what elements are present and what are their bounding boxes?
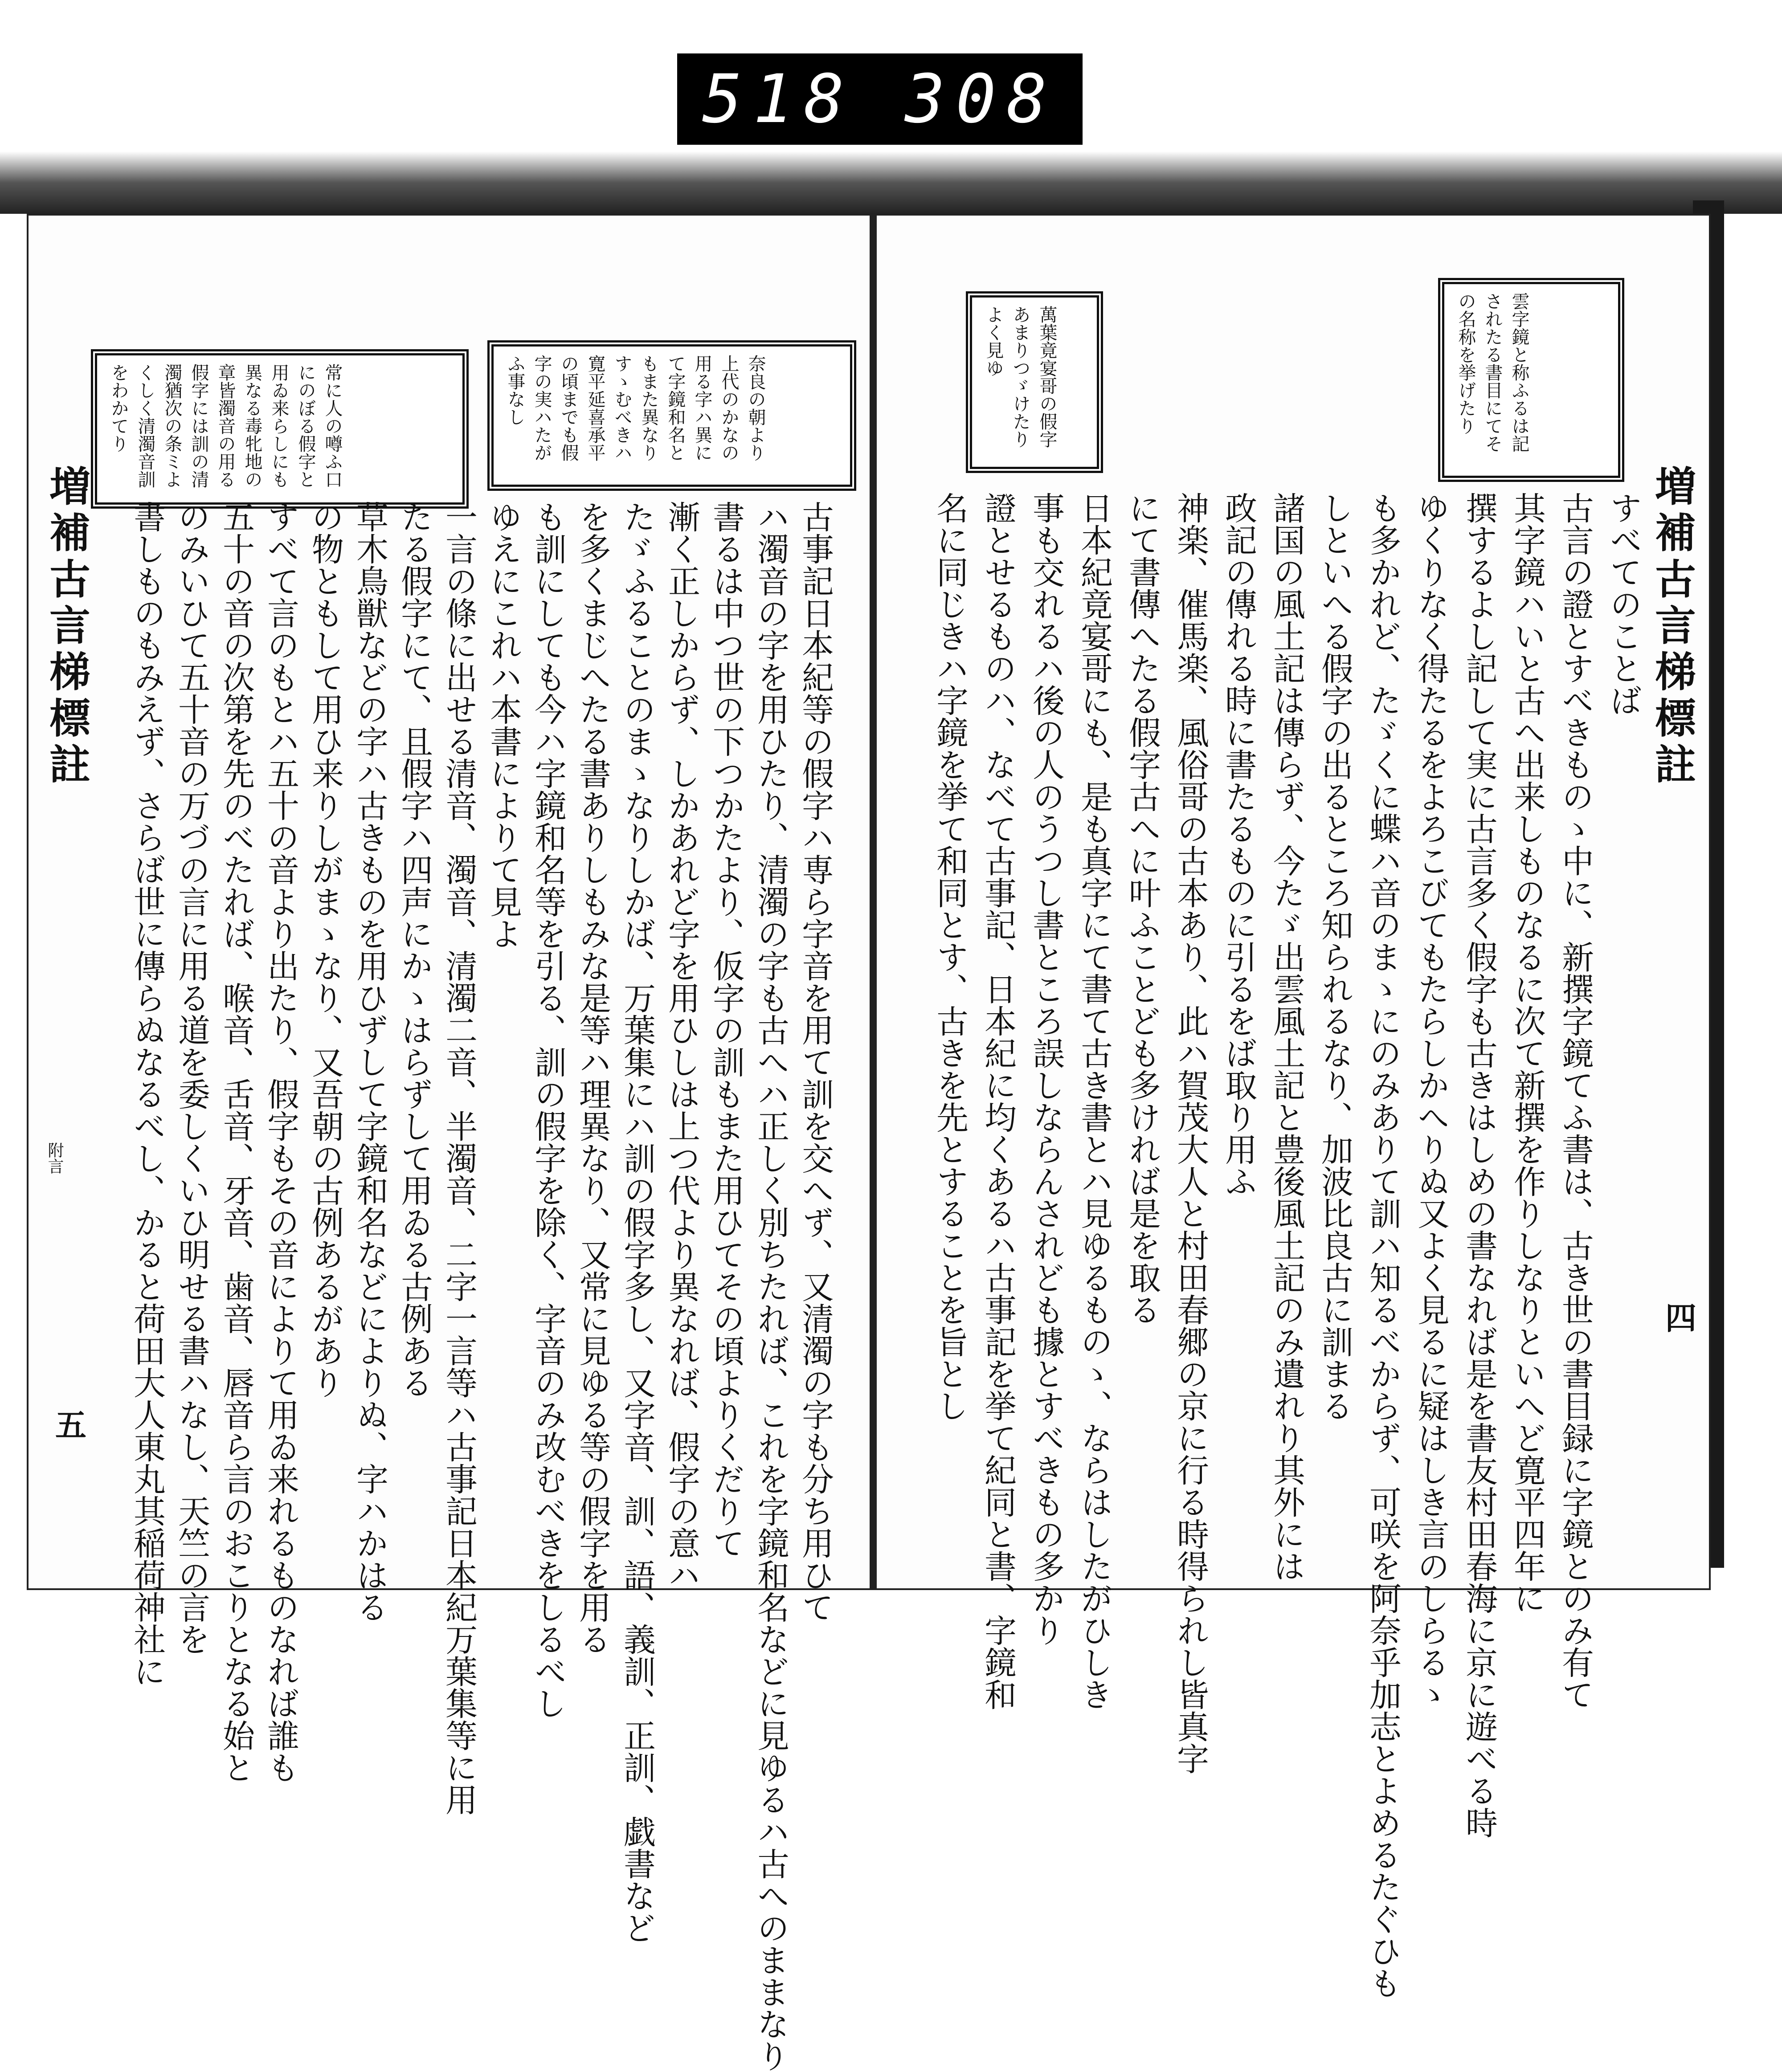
- text-column: 神楽、催馬楽、風俗哥の古本あり、此ハ賀茂大人と村田春郷の京に行る時得られし皆真字: [1172, 492, 1209, 1774]
- text-column: たゞふることのまゝなりしかば、万葉集にハ訓の假字多し、又字音、訓、語、義訓、正訓、戯書など: [618, 501, 656, 1944]
- text-column: を多くまじへたる書ありしもみな是等ハ理異なり、又常に見ゆる等の假字を用る: [574, 501, 611, 1655]
- text-column: 政記の傳れる時に書たるものに引るをば取り用ふ: [1220, 492, 1257, 1197]
- right-page-number: 四: [1665, 1300, 1696, 1337]
- left-page: [27, 214, 873, 2072]
- text-column: 漸く正しからず、しかあれど字を用ひしは上つ代より異なれば、假字の意ハ: [663, 501, 700, 1591]
- right-note-text-1: 雲字鏡と称ふるは記されたる書目にてその名称を挙げたり: [1455, 292, 1529, 453]
- text-column: ハ濁音の字を用ひたり、清濁の字も古へハ正しく別ちたれば、これを字鏡和名などに見ゆるハ古へのままなり: [752, 501, 789, 2072]
- text-column: 其字鏡ハいと古へ出来しものなるに次て新撰を作りしなりといへど寛平四年に: [1508, 492, 1546, 1614]
- left-page-subtitle: 附言: [45, 1142, 64, 1174]
- text-column: も訓にしても今ハ字鏡和名等を引る、訓の假字を除く、字音のみ改むべきをしるべし: [529, 501, 567, 1719]
- text-column: の物ともして用ひ来りしがまゝなり、又吾朝の古例あるがあり: [307, 501, 344, 1399]
- text-column: 古言の證とすべきものゝ中に、新撰字鏡てふ書は、古き世の書目録に字鏡とのみ有て: [1557, 492, 1594, 1710]
- right-note-box-1: [1438, 278, 1624, 482]
- text-column: すべてのことば: [1605, 492, 1642, 716]
- left-page-number: 五: [55, 1407, 86, 1444]
- text-column: 古事記日本紀等の假字ハ専ら字音を用て訓を交へず、又清濁の字も分ち用ひて: [797, 501, 834, 1623]
- text-column: すべて言のもとハ五十の音より出たり、假字もその音によりて用ゐ来れるものなれば誰も: [262, 501, 299, 1783]
- left-note-box-2: [91, 349, 469, 509]
- text-column: 撰するよし記して実に古言多く假字も古きはしめの書なれば是を書友村田春海に京に遊べる時: [1460, 492, 1498, 1839]
- text-column: 證とせるものハ、なべて古事記、日本紀に均くあるハ古事記を挙て紀同と書、字鏡和: [979, 492, 1017, 1710]
- right-note-text-2: 萬葉竟宴哥の假字あまりつゞけたりよく見ゆ: [983, 306, 1057, 448]
- archive-number-right: 308: [905, 60, 1058, 138]
- text-column: 事も交れるハ後の人のうつし書ところ誤しならんされども據とすべきもの多かり: [1027, 492, 1065, 1646]
- text-column: しといへる假字の出るところ知られるなり、加波比良古に訓まる: [1316, 492, 1353, 1422]
- text-column: 日本紀竟宴哥にも、是も真字にて書て古き書とハ見ゆるものゝ、ならはしたがひしき: [1075, 492, 1113, 1710]
- left-note-box-1: [487, 340, 856, 491]
- text-column: のみいひて五十音の万づの言に用る道を委しくいひ明せる書ハなし、天竺の言を: [173, 501, 210, 1655]
- right-page-title: 増補古言梯標註: [1648, 465, 1696, 789]
- archive-label: [677, 53, 1083, 145]
- text-column: 書しものもみえず、さらば世に傳らぬなるべし、かると荷田大人東丸其稲荷神社に: [128, 501, 166, 1687]
- text-column: たる假字にて、且假字ハ四声にかゝはらずして用ゐる古例ある: [396, 501, 433, 1399]
- right-note-box-2: [966, 291, 1103, 473]
- text-column: ゆくりなく得たるをよろこびてもたらしかへりぬ又よく見るに疑はしき言のしらるゝ: [1412, 492, 1450, 1710]
- right-page: [873, 214, 1711, 1999]
- text-column: も多かれど、たゞくに蝶ハ音のまゝにのみありて訓ハ知るべからず、可咲を阿奈乎加志とよめるたぐひも: [1364, 492, 1402, 1999]
- text-column: 草木鳥獣などの字ハ古きものを用ひずして字鏡和名などによりぬ、字ハかはる: [351, 501, 388, 1623]
- left-note-text-2: 常に人の噂ふ口にのぼる假字と用ゐ来らしにも異なる毒牝地の章皆濁音の用る假字には訓の清濁猶次の条ミよくしく清濁音訓をわかてり: [108, 363, 343, 488]
- text-column: にて書傳へたる假字古へに叶ふことども多ければ是を取る: [1124, 492, 1161, 1326]
- text-column: 書るは中つ世の下つかたより、仮字の訓もまた用ひてその頃よりくだりて: [707, 501, 745, 1559]
- left-page-title: 増補古言梯標註: [43, 465, 91, 789]
- book-shadow: [0, 151, 1782, 214]
- text-column: 五十の音の次第を先のべたれば、喉音、舌音、牙音、歯音、唇音ら言のおこりとなる始と: [217, 501, 255, 1783]
- text-column: 諸国の風土記は傳らず、今たゞ出雲風土記と豊後風土記のみ遺れり其外には: [1268, 492, 1305, 1582]
- text-column: 一言の條に出せる清音、濁音、清濁二音、半濁音、二字一言等ハ古事記日本紀万葉集等に用: [440, 501, 478, 1815]
- text-column: ゆえにこれハ本書によりて見よ: [485, 501, 522, 950]
- archive-number-left: 518: [702, 60, 855, 138]
- left-note-text-1: 奈良の朝より上代のかなの用る字ハ異にて字鏡和名ともまた異なりすゝむべきハ寛平延喜承平の頃までも假字の実ハたがふ事なし: [505, 355, 766, 461]
- text-column: 名に同じきハ字鏡を挙て和同とす、古きを先とすることを旨とし: [931, 492, 969, 1422]
